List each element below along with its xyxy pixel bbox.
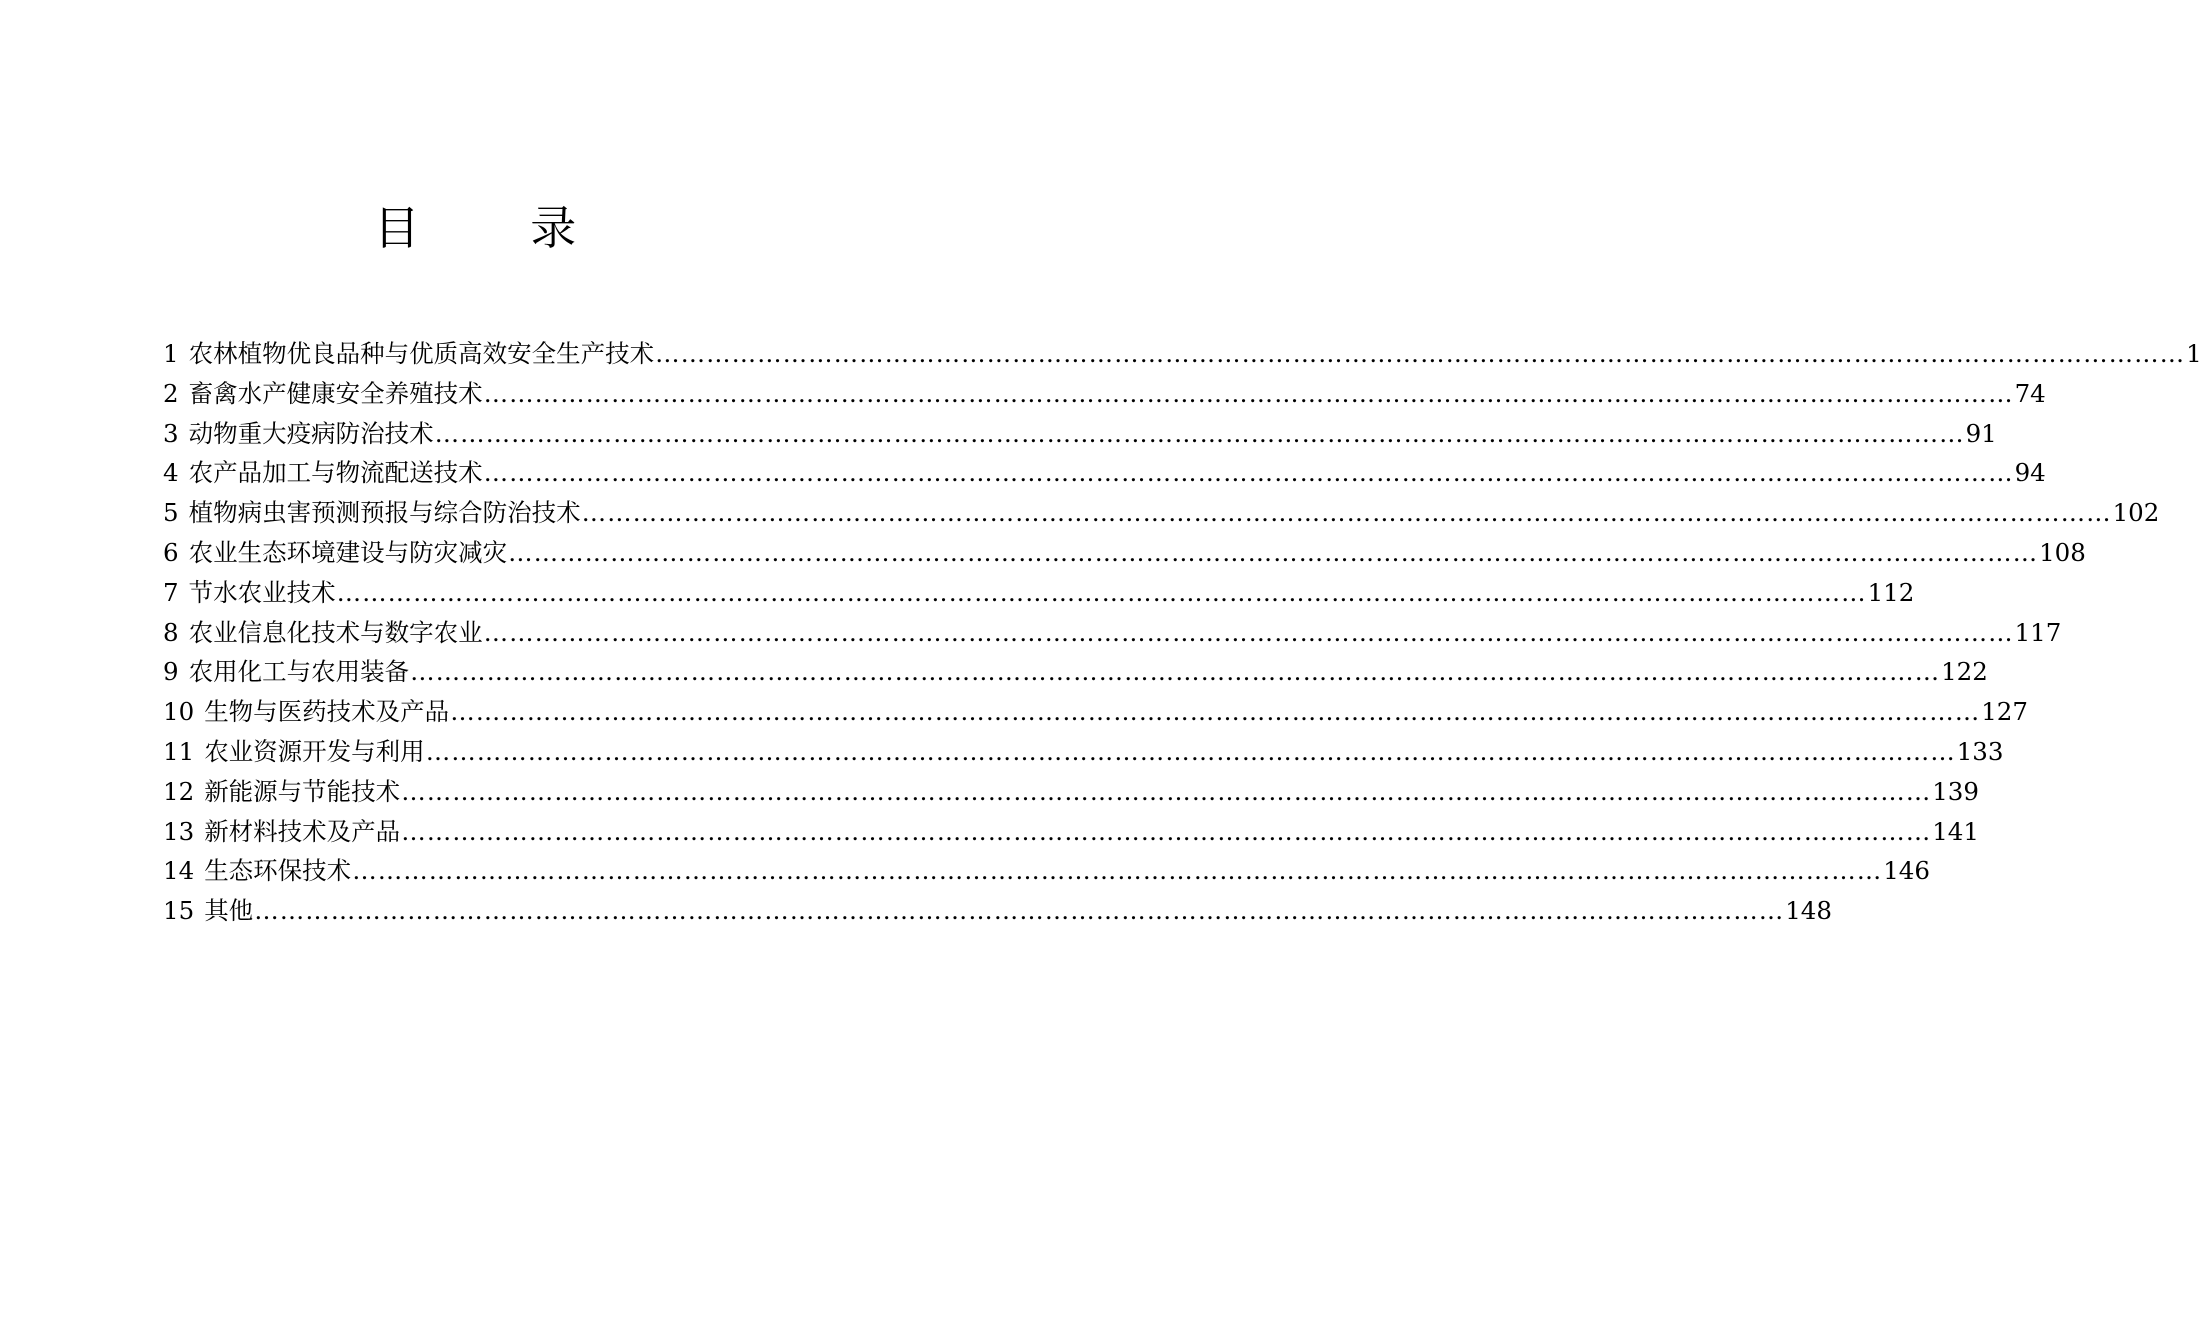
toc-entry-page: 1 [2186, 339, 2202, 368]
toc-entry-number: 14 [163, 856, 195, 886]
toc-dot-leader: ……………………………………………………………………………………………………………………………………………………………… [425, 736, 1956, 766]
toc-entry-title: 农业信息化技术与数字农业 [188, 617, 483, 647]
toc-entry-title: 植物病虫害预测预报与综合防治技术 [188, 498, 581, 528]
toc-entry-page: 94 [2014, 458, 2046, 488]
toc-entry-number: 13 [163, 816, 195, 846]
toc-entry-number: 1 [163, 339, 179, 368]
toc-entry[interactable] [163, 493, 2160, 533]
page-title: 目 录 [373, 201, 625, 255]
toc-entry-page: 74 [2014, 378, 2046, 408]
toc-entry[interactable] [163, 812, 1979, 852]
toc-dot-leader: ……………………………………………………………………………………………………………………………………………………………… [450, 697, 1981, 727]
toc-entry-number: 9 [163, 657, 179, 687]
table-of-contents [163, 334, 2202, 931]
toc-dot-leader: ……………………………………………………………………………………………………………………………………………………………… [655, 339, 2186, 368]
toc-entry-page: 122 [1941, 657, 1988, 687]
toc-entry-number: 6 [163, 537, 179, 567]
toc-entry-title: 农用化工与农用装备 [188, 657, 410, 687]
toc-entry-page: 133 [1956, 736, 2004, 766]
toc-entry-page: 108 [2039, 537, 2086, 567]
toc-dot-leader: ……………………………………………………………………………………………………………………………………………………………… [336, 577, 1867, 607]
toc-dot-leader: ……………………………………………………………………………………………………………………………………………………………… [508, 537, 2039, 567]
toc-entry-number: 3 [163, 418, 179, 448]
toc-entry-page: 112 [1867, 577, 1915, 607]
toc-entry-number: 8 [163, 617, 179, 647]
toc-entry-number: 2 [163, 378, 179, 408]
toc-entry-title: 畜禽水产健康安全养殖技术 [188, 378, 483, 408]
toc-entry[interactable] [163, 732, 2004, 772]
toc-entry[interactable] [163, 613, 2062, 653]
toc-entry-title: 农产品加工与物流配送技术 [188, 458, 483, 488]
toc-dot-leader: ……………………………………………………………………………………………………………………………………………………………… [401, 776, 1932, 806]
toc-entry-number: 15 [163, 896, 195, 926]
toc-entry-title: 其他 [204, 896, 254, 926]
toc-entry-title: 农业资源开发与利用 [204, 736, 425, 766]
toc-entry[interactable] [163, 334, 2202, 374]
toc-entry[interactable] [163, 652, 1988, 692]
toc-entry-number: 4 [163, 458, 179, 488]
toc-entry-title: 动物重大疫病防治技术 [188, 418, 434, 448]
toc-entry-number: 12 [163, 776, 195, 806]
toc-entry[interactable] [163, 374, 2046, 414]
toc-entry-page: 91 [1965, 418, 1997, 448]
toc-entry-number: 11 [163, 736, 195, 766]
toc-entry[interactable] [163, 533, 2086, 573]
toc-entry-number: 5 [163, 498, 179, 528]
toc-entry-number: 10 [163, 697, 195, 727]
toc-entry-title: 农业生态环境建设与防灾减灾 [188, 537, 508, 567]
toc-dot-leader: ……………………………………………………………………………………………………………………………………………………………… [581, 498, 2112, 528]
toc-entry-title: 节水农业技术 [188, 577, 336, 607]
toc-dot-leader: ……………………………………………………………………………………………………………………………………………………………… [352, 856, 1883, 886]
toc-entry[interactable] [163, 414, 1997, 454]
toc-dot-leader: ……………………………………………………………………………………………………………………………………………………………… [410, 657, 1941, 687]
toc-dot-leader: ……………………………………………………………………………………………………………………………………………………………… [434, 418, 1965, 448]
toc-entry-page: 117 [2014, 617, 2062, 647]
toc-entry[interactable] [163, 851, 1930, 891]
toc-entry[interactable] [163, 772, 1979, 812]
toc-dot-leader: ……………………………………………………………………………………………………………………………………………………………… [483, 617, 2014, 647]
toc-entry-page: 146 [1883, 856, 1930, 886]
toc-dot-leader: ……………………………………………………………………………………………………………………………………………………………… [483, 378, 2014, 408]
toc-entry-page: 148 [1785, 896, 1832, 926]
toc-dot-leader: ……………………………………………………………………………………………………………………………………………………………… [483, 458, 2014, 488]
toc-entry[interactable] [163, 453, 2046, 493]
toc-entry-title: 新能源与节能技术 [204, 776, 401, 806]
toc-entry-page: 139 [1932, 776, 1979, 806]
toc-entry-page: 127 [1981, 697, 2028, 727]
toc-entry-page: 141 [1932, 816, 1979, 846]
toc-dot-leader: ……………………………………………………………………………………………………………………………………………………………… [254, 896, 1785, 926]
toc-entry-number: 7 [163, 577, 179, 607]
toc-entry-title: 农林植物优良品种与优质高效安全生产技术 [188, 339, 655, 368]
toc-entry-title: 生态环保技术 [204, 856, 352, 886]
toc-entry[interactable] [163, 692, 2028, 732]
toc-entry-title: 生物与医药技术及产品 [204, 697, 450, 727]
toc-dot-leader: ……………………………………………………………………………………………………………………………………………………………… [401, 816, 1932, 846]
toc-entry[interactable] [163, 573, 1915, 613]
toc-entry[interactable] [163, 891, 1832, 931]
toc-entry-page: 102 [2112, 498, 2160, 528]
toc-entry-title: 新材料技术及产品 [204, 816, 401, 846]
